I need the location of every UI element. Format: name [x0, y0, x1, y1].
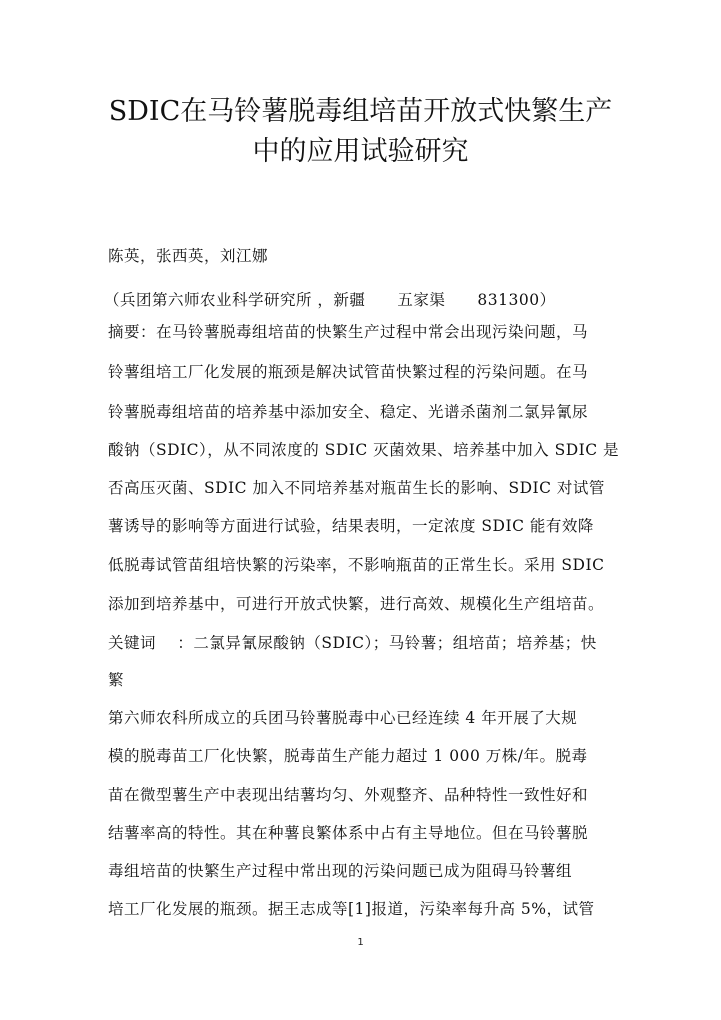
- abstract-line: 薯诱导的影响等方面进行试验，结果表明，一定浓度 SDIC 能有效降: [108, 517, 594, 535]
- paper-title: [90, 92, 631, 172]
- body-line: 毒组培苗的快繁生产过程中常出现的污染问题已成为阻碍马铃薯组: [108, 862, 573, 880]
- abstract-line: 酸钠（SDIC），从不同浓度的 SDIC 灭菌效果、培养基中加入 SDIC 是: [108, 441, 620, 459]
- abstract-line: 否高压灭菌、SDIC 加入不同培养基对瓶苗生长的影响、SDIC 对试管: [108, 479, 605, 497]
- abstract-line: 摘要：在马铃薯脱毒组培苗的快繁生产过程中常会出现污染问题，马: [108, 323, 589, 341]
- abstract-line: 铃薯组培工厂化发展的瓶颈是解决试管苗快繁过程的污染问题。在马: [108, 363, 589, 381]
- title-line-2: 中的应用试验研究: [252, 136, 469, 167]
- body-line: 结薯率高的特性。其在种薯良繁体系中占有主导地位。但在马铃薯脱: [108, 824, 589, 842]
- page-number: 1: [357, 937, 364, 948]
- keywords-line: 关键词 ：二氯异氰尿酸钠（SDIC）；马铃薯；组培苗；培养基；快: [108, 634, 597, 652]
- keywords-line: 繁: [108, 671, 125, 689]
- body-line: 苗在微型薯生产中表现出结薯均匀、外观整齐、品种特性一致性好和: [108, 786, 589, 804]
- body-line: 第六师农科所成立的兵团马铃薯脱毒中心已经连续 4 年开展了大规: [108, 709, 578, 727]
- authors: 陈英，张西英，刘江娜: [108, 247, 269, 265]
- abstract-line: 铃薯脱毒组培苗的培养基中添加安全、稳定、光谱杀菌剂二氯异氰尿: [108, 403, 589, 421]
- body-line: 培工厂化发展的瓶颈。据王志成等[1]报道，污染率每升高 5%，试管: [108, 900, 595, 918]
- body-line: 模的脱毒苗工厂化快繁，脱毒苗生产能力超过 1 000 万株/年。脱毒: [108, 747, 588, 765]
- affiliation: （兵团第六师农业科学研究所 ，新疆 五家渠 831300）: [104, 291, 556, 309]
- abstract-line: 添加到培养基中，可进行开放式快繁，进行高效、规模化生产组培苗。: [108, 595, 605, 613]
- title-line-1: SDIC在马铃薯脱毒组培苗开放式快繁生产: [108, 96, 613, 127]
- abstract-line: 低脱毒试管苗组培快繁的污染率，不影响瓶苗的正常生长。采用 SDIC: [108, 556, 605, 574]
